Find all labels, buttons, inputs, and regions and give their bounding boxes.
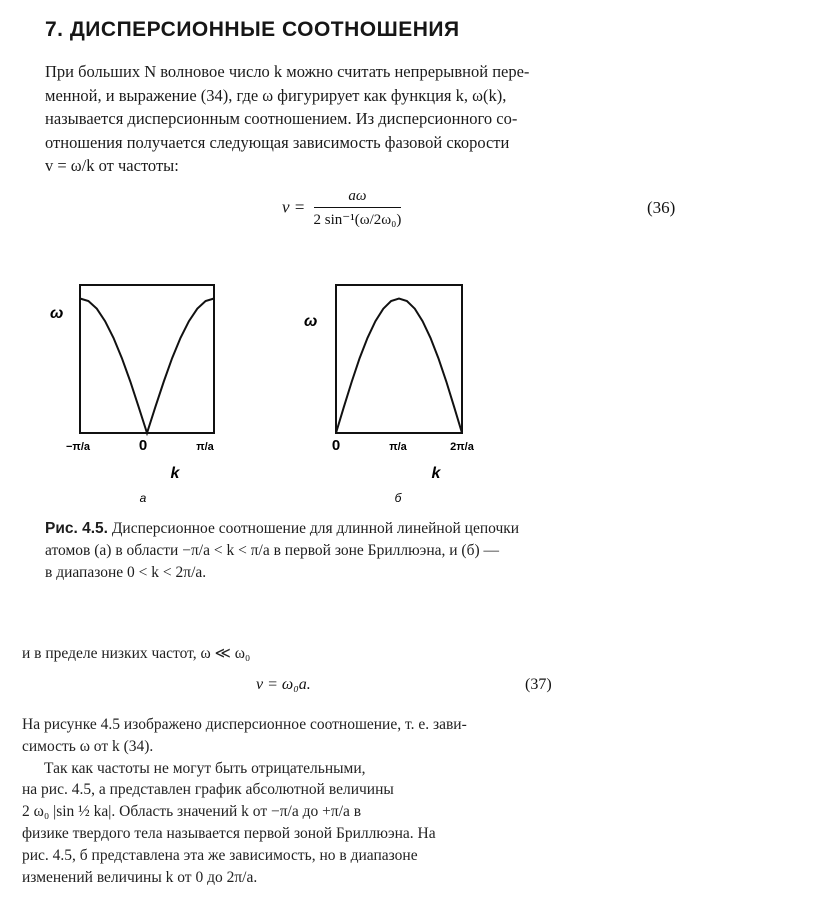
- panel-b-tick-right: 2π/a: [450, 441, 474, 453]
- panel-b: [304, 285, 475, 505]
- caption-label: Рис. 4.5.: [45, 520, 108, 537]
- panel-b-sub-label: б: [394, 491, 402, 505]
- panel-a-tick-right: π/a: [196, 441, 214, 453]
- equation-36: [282, 188, 401, 229]
- caption-line: атомов (а) в области −π/a < k < π/a в первой зоне Бриллюэна, и (б) —: [45, 542, 499, 559]
- panel-a-tick-mid: 0: [138, 437, 148, 454]
- figure-caption: [45, 518, 695, 584]
- panel-b-tick-mid: π/a: [389, 441, 407, 453]
- paragraph-3-line: на рис. 4.5, а представлен график абсолютной величины: [22, 781, 394, 799]
- panel-b-frame: [336, 285, 462, 433]
- panel-a-y-label: ω: [50, 305, 64, 322]
- panel-b-curve: [336, 299, 462, 434]
- caption-line-1: [45, 518, 695, 540]
- paragraph-1-line: При больших N волновое число k можно считать непрерывной пере-: [45, 62, 530, 81]
- equation-36-fraction: [314, 188, 402, 229]
- panel-b-x-label: k: [431, 465, 441, 482]
- equation-36-number: (36): [647, 198, 676, 217]
- panel-a-x-label: k: [170, 465, 180, 482]
- paragraph-3-line: На рисунке 4.5 изображено дисперсионное соотношение, т. е. зави-: [22, 716, 467, 733]
- equation-36-numerator: aω: [314, 188, 402, 208]
- paragraph-3-line: физике твердого тела называется первой зоной Бриллюэна. На: [22, 824, 436, 842]
- paragraph-1-line: отношения получается следующая зависимость фазовой скорости: [45, 132, 510, 152]
- panel-b-y-label: ω: [304, 313, 318, 330]
- paragraph-1-line: v = ω/k от частоты:: [45, 156, 179, 175]
- equation-37: v = ω₀a.: [256, 676, 311, 693]
- panel-a-tick-left: −π/a: [65, 441, 91, 453]
- paragraph-3-line: рис. 4.5, б представлена эта же зависимость, но в диапазоне: [22, 846, 418, 864]
- panel-a-curve: [80, 299, 214, 434]
- paragraph-1-line: менной, и выражение (34), где ω фигурирует как функция k, ω(k),: [45, 85, 507, 105]
- panel-a: [50, 285, 215, 505]
- equation-36-denominator: 2 sin⁻¹(ω/2ω₀): [313, 212, 402, 228]
- panel-a-frame: [80, 285, 214, 433]
- figure-4-5: [30, 270, 490, 510]
- paragraph-3-line: Так как частоты не могут быть отрицательными,: [44, 759, 366, 777]
- paragraph-3: [22, 714, 560, 888]
- caption-line: в диапазоне 0 < k < 2π/a.: [45, 564, 207, 581]
- equation-37-number: (37): [525, 676, 552, 693]
- panel-b-tick-left: 0: [331, 437, 341, 454]
- paragraph-3-line: 2 ω₀ |sin ½ ka|. Область значений k от −π/a до +π/a в: [22, 803, 362, 821]
- section-heading: 7. ДИСПЕРСИОННЫЕ СООТНОШЕНИЯ: [45, 18, 460, 41]
- paragraph-1-line: называется дисперсионным соотношением. Из дисперсионного со-: [45, 109, 518, 128]
- paragraph-1: [45, 60, 685, 178]
- panel-a-sub-label: а: [139, 491, 147, 505]
- caption-text: Дисперсионное соотношение для длинной линейной цепочки: [111, 520, 520, 537]
- equation-36-lhs: v =: [282, 197, 306, 217]
- paragraph-3-line: симость ω от k (34).: [22, 737, 154, 755]
- paragraph-2: и в пределе низких частот, ω ≪ ω₀: [22, 645, 251, 662]
- paragraph-3-line: изменений величины k от 0 до 2π/a.: [22, 868, 258, 886]
